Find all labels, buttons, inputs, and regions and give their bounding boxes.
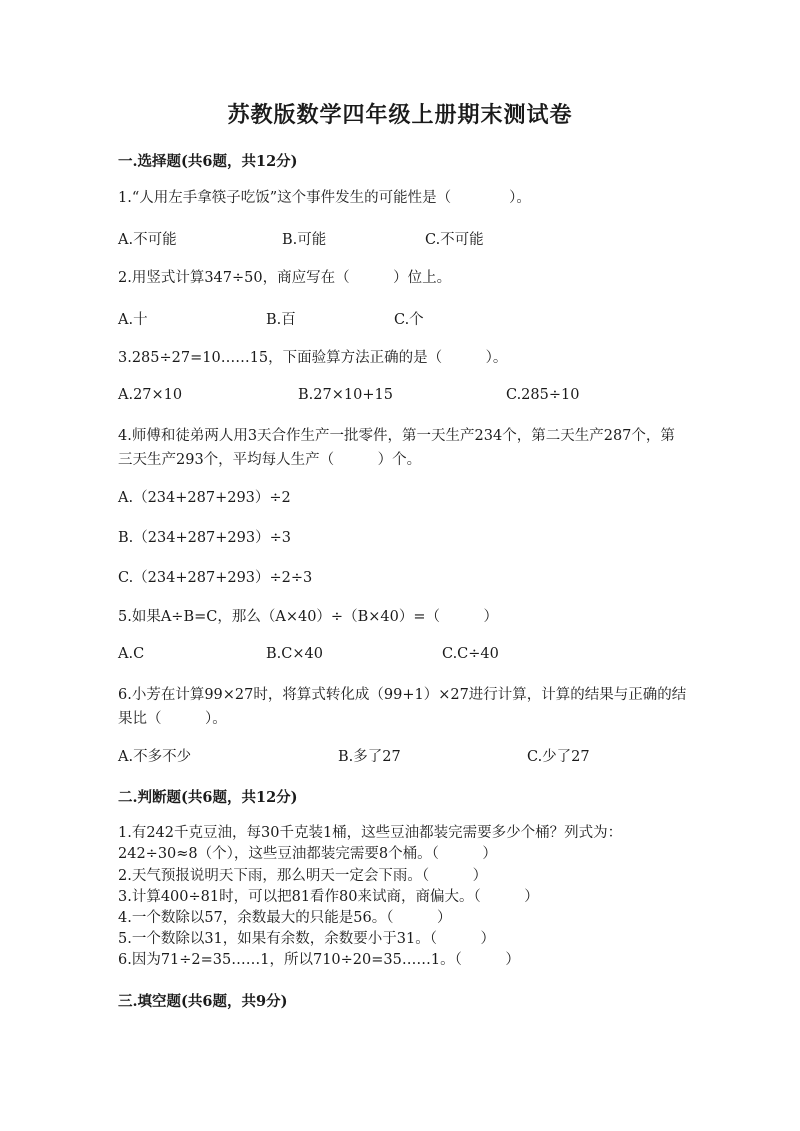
- choice-4-option-c: C.（234+287+293）÷2÷3: [118, 570, 313, 586]
- choice-question-5: 5.如果A÷B=C，那么（A×40）÷（B×40）=（ ）: [118, 609, 498, 625]
- section-heading-judge: 二.判断题(共6题，共12分): [118, 789, 298, 806]
- choice-question-3: 3.285÷27=10……15，下面验算方法正确的是（ ）。: [118, 350, 508, 366]
- judge-item-6: 6.因为71÷2=35……1，所以710÷20=35……1。（ ）: [118, 952, 520, 968]
- choice-2-option-c: C.个: [394, 312, 424, 328]
- choice-question-4: 4.师傅和徒弟两人用3天合作生产一批零件，第一天生产234个，第二天生产287个，第三天生产293个，平均每人生产（ ）个。: [118, 428, 675, 468]
- choice-3-option-a: A.27×10: [118, 387, 183, 403]
- choice-1-option-a: A.不可能: [118, 232, 177, 248]
- judge-item-4: 4.一个数除以57，余数最大的只能是56。（ ）: [118, 910, 452, 926]
- judge-item-3: 3.计算400÷81时，可以把81看作80来试商，商偏大。（ ）: [118, 889, 539, 905]
- choice-6-option-b: B.多了27: [338, 749, 401, 765]
- judge-item-5: 5.一个数除以31，如果有余数，余数要小于31。（ ）: [118, 931, 495, 947]
- choice-3-option-b: B.27×10+15: [298, 387, 393, 403]
- choice-5-option-b: B.C×40: [266, 646, 323, 662]
- page-title: 苏教版数学四年级上册期末测试卷: [227, 102, 573, 128]
- choice-1-option-b: B.可能: [282, 232, 327, 248]
- choice-5-option-a: A.C: [118, 646, 145, 662]
- section-heading-fill: 三.填空题(共6题，共9分): [118, 993, 288, 1010]
- choice-question-2: 2.用竖式计算347÷50，商应写在（ ）位上。: [118, 270, 452, 286]
- choice-2-option-a: A.十: [118, 312, 148, 328]
- choice-3-option-c: C.285÷10: [506, 387, 580, 403]
- choice-6-option-c: C.少了27: [527, 749, 590, 765]
- choice-question-1: 1.“人用左手拿筷子吃饭”这个事件发生的可能性是（ ）。: [118, 190, 531, 206]
- choice-1-option-c: C.不可能: [425, 232, 484, 248]
- judge-item-1: 1.有242千克豆油，每30千克装1桶，这些豆油都装完需要多少个桶？列式为：242÷30≈8（个），这些豆油都装完需要8个桶。（ ）: [118, 825, 623, 862]
- section-heading-choice: 一.选择题(共6题，共12分): [118, 153, 298, 170]
- choice-5-option-c: C.C÷40: [442, 646, 499, 662]
- choice-question-6: 6.小芳在计算99×27时，将算式转化成（99+1）×27进行计算，计算的结果与正确的结果比（ ）。: [118, 687, 687, 727]
- choice-6-option-a: A.不多不少: [118, 749, 192, 765]
- choice-4-option-b: B.（234+287+293）÷3: [118, 530, 291, 546]
- judge-item-2: 2.天气预报说明天下雨，那么明天一定会下雨。（ ）: [118, 868, 488, 884]
- choice-4-option-a: A.（234+287+293）÷2: [118, 490, 291, 506]
- choice-2-option-b: B.百: [266, 312, 296, 328]
